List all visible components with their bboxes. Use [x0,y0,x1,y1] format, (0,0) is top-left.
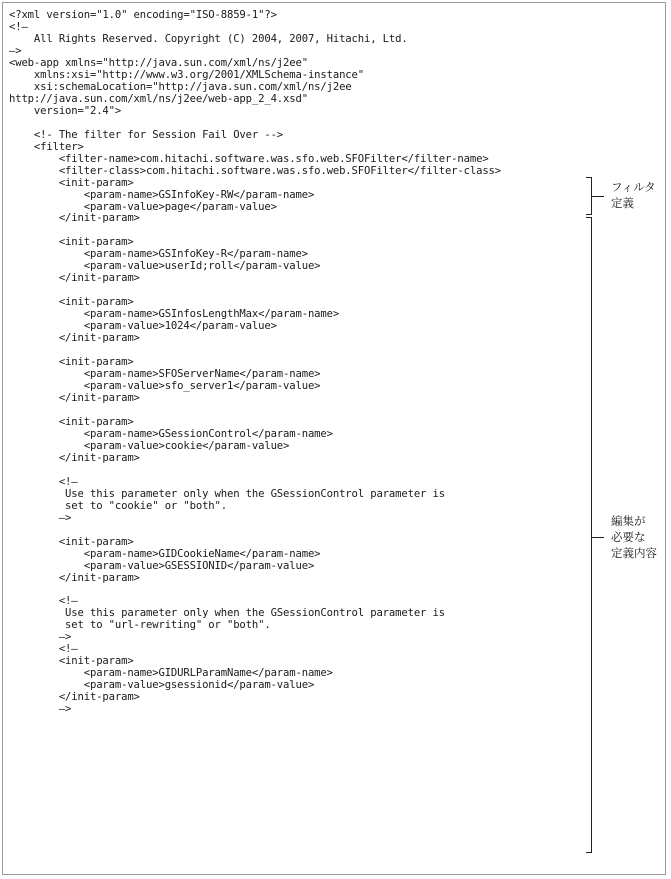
code-line: Use this parameter only when the GSessionControl parameter is [9,487,445,500]
code-line: </init-param> [9,451,140,464]
code-line: </init-param> [9,571,140,584]
code-line [9,465,501,477]
code-line: <param-value>cookie</param-value> [9,439,290,452]
code-line: <init-param> [9,655,134,668]
code-line: <init-param> [9,415,134,428]
code-line: </init-param> [9,212,140,225]
code-line: <param-name>GSInfoKey-R</param-name> [9,248,308,261]
code-line: version="2.4"> [9,104,122,117]
code-line: </init-param> [9,272,140,285]
code-line: <init-param> [9,296,134,309]
filter-definition-bracket-tick [592,196,604,197]
editable-definition-bracket [586,217,592,853]
code-line: <param-value>userId;roll</param-value> [9,260,321,273]
code-line [9,118,501,130]
code-line: </init-param> [9,691,140,704]
editable-definition-note-line-3: 定義内容 [611,546,657,560]
code-line: <param-value>gsessionid</param-value> [9,679,315,692]
code-line: <param-name>GSInfosLengthMax</param-name> [9,308,340,321]
code-line: http://java.sun.com/xml/ns/j2ee/web-app_2_4.xsd" [9,92,308,105]
code-line: <init-param> [9,356,134,369]
code-line: All Rights Reserved. Copyright (C) 2004, 2007, Hitachi, Ltd. [9,32,408,45]
code-line: <?xml version="1.0" encoding="ISO-8859-1"?> [9,9,277,21]
code-line: xmlns:xsi="http://www.w3.org/2001/XMLSchema-instance" [9,68,364,81]
xml-code-listing [9,10,501,716]
code-line: <filter-name>com.hitachi.software.was.sfo.web.SFOFilter</filter-name> [9,152,489,165]
editable-definition-bracket-tick [592,537,604,538]
code-line: <param-value>GSESSIONID</param-value> [9,559,315,572]
editable-definition-note [611,513,657,561]
code-line: <param-name>GIDURLParamName</param-name> [9,667,333,680]
filter-definition-note-line-2: 定義 [611,196,634,210]
code-line: —> [9,703,72,716]
code-line: Use this parameter only when the GSessionControl parameter is [9,607,445,620]
code-line: set to "cookie" or "both". [9,499,227,512]
code-line [9,525,501,537]
editable-definition-note-line-1: 編集が [611,514,646,528]
code-line: set to "url-rewriting" or "both". [9,619,271,632]
code-line: <init-param> [9,236,134,249]
code-line: </init-param> [9,332,140,345]
code-line: <param-value>page</param-value> [9,200,277,213]
code-line: <filter> [9,140,84,153]
code-line [9,585,501,597]
code-line: <!— [9,643,78,656]
code-line: <param-value>1024</param-value> [9,320,277,333]
editable-definition-note-line-2: 必要な [611,530,646,544]
code-line: <init-param> [9,535,134,548]
code-line: —> [9,511,72,524]
filter-definition-note-line-1: フィルタ [611,180,656,194]
code-line: </init-param> [9,392,140,404]
filter-definition-note [611,179,656,211]
code-line: <!- The filter for Session Fail Over --> [9,128,284,141]
code-line: <!— [9,595,78,608]
code-line: <param-name>GSessionControl</param-name> [9,427,333,440]
code-line: —> [9,631,72,644]
code-line: <param-name>SFOServerName</param-name> [9,368,321,381]
code-line: <filter-class>com.hitachi.software.was.sfo.web.SFOFilter</filter-class> [9,164,502,177]
code-line: —> [9,44,22,57]
code-line: <param-name>GIDCookieName</param-name> [9,547,321,560]
code-line: <param-value>sfo_server1</param-value> [9,380,321,393]
code-line: <!— [9,475,78,488]
code-line: <init-param> [9,176,134,189]
code-line: xsi:schemaLocation="http://java.sun.com/xml/ns/j2ee [9,80,352,93]
code-line: <!— [9,20,28,33]
code-line: <web-app xmlns="http://java.sun.com/xml/ns/j2ee" [9,56,308,69]
code-line: <param-name>GSInfoKey-RW</param-name> [9,188,315,201]
